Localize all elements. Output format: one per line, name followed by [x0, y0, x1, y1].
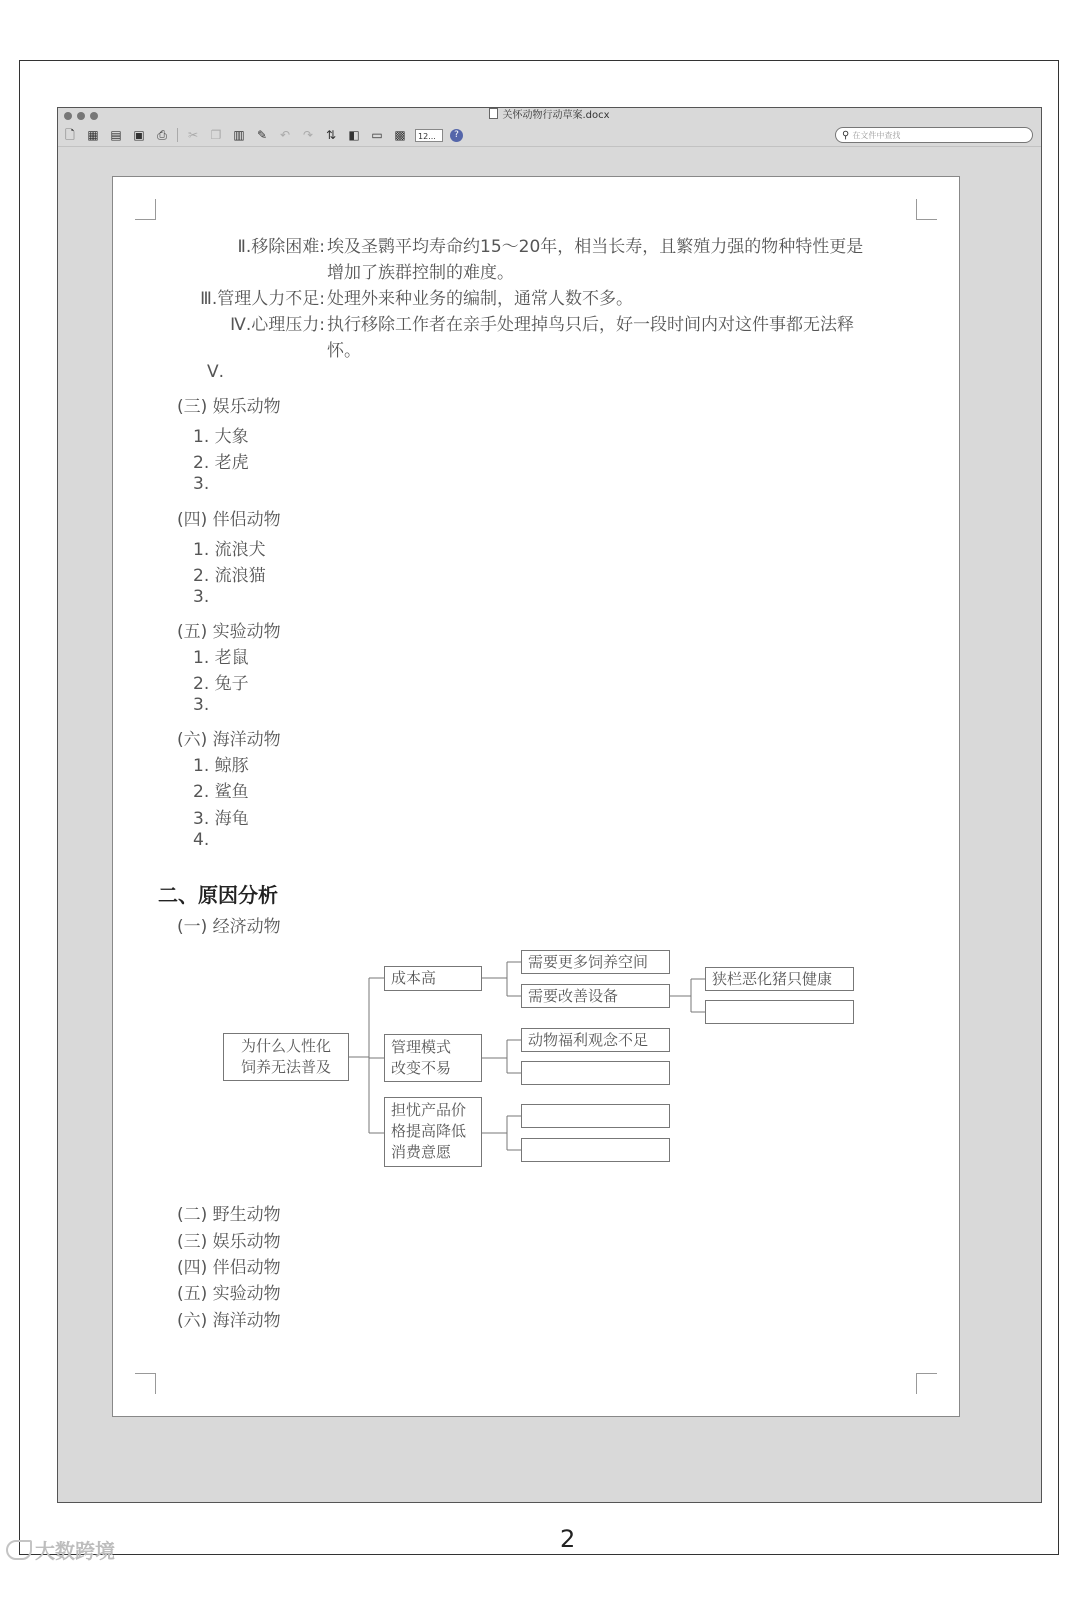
- list-label: Ⅲ.管理人力不足:: [200, 289, 325, 309]
- mindmap-branch-line: 管理模式: [391, 1038, 452, 1056]
- list-text: 处理外来种业务的编制，通常人数不多。: [327, 289, 633, 309]
- subsection-title: (一) 经济动物: [177, 917, 281, 937]
- list-text: 增加了族群控制的难度。: [327, 263, 514, 283]
- mindmap-root-line: 为什么人性化: [240, 1037, 331, 1055]
- close-window-button[interactable]: [64, 112, 72, 120]
- list-item: 1. 鲸豚: [193, 756, 249, 776]
- mindmap-branch: [384, 1097, 482, 1167]
- mindmap-leaf: 狭栏恶化猪只健康: [705, 967, 854, 991]
- zoom-dropdown[interactable]: 12...: [415, 129, 443, 142]
- list-item: 2. 老虎: [193, 453, 249, 473]
- redo-icon[interactable]: ↷: [302, 128, 314, 142]
- print-icon[interactable]: ⎙: [157, 128, 167, 142]
- section-title: (三) 娱乐动物: [177, 1232, 281, 1252]
- view-icon[interactable]: ◧: [348, 128, 360, 142]
- search-icon: ⚲: [842, 130, 850, 141]
- mindmap-branch-line: 消费意愿: [391, 1143, 452, 1161]
- watermark: [6, 1535, 115, 1564]
- list-text: 怀。: [327, 341, 361, 361]
- zoom-window-button[interactable]: [90, 112, 98, 120]
- list-item: 2. 鲨鱼: [193, 782, 249, 802]
- toolbar-separator: [177, 128, 178, 142]
- copy-icon[interactable]: ❐: [210, 128, 222, 142]
- search-input[interactable]: [835, 127, 1033, 143]
- list-item: 3.: [193, 587, 210, 607]
- mindmap-child: [521, 1061, 670, 1085]
- category-title: (四) 伴侣动物: [177, 510, 281, 530]
- mindmap-branch-line: 格提高降低: [391, 1122, 467, 1140]
- mindmap-branch-line: 成本高: [391, 969, 437, 987]
- list-item: 3.: [193, 695, 210, 715]
- minimize-window-button[interactable]: [77, 112, 85, 120]
- search-placeholder: 在文件中查找: [852, 131, 901, 140]
- list-item: 1. 大象: [193, 427, 249, 447]
- save-icon[interactable]: ▣: [133, 128, 145, 142]
- format-painter-icon[interactable]: ✎: [256, 128, 268, 142]
- watermark-text: 大数跨境: [35, 1539, 115, 1563]
- toolbox-icon[interactable]: ▩: [394, 128, 406, 142]
- sidebar-icon[interactable]: ▭: [371, 128, 383, 142]
- list-item: 1. 老鼠: [193, 648, 249, 668]
- mindmap-leaf: [705, 1000, 854, 1024]
- list-label: Ⅴ.: [207, 362, 225, 382]
- window-title: 关怀动物行动草案.docx: [502, 110, 610, 121]
- mindmap-branch: [384, 1034, 482, 1082]
- open-icon[interactable]: ▤: [110, 128, 122, 142]
- section-title: (六) 海洋动物: [177, 1311, 281, 1331]
- list-label: Ⅳ.心理压力:: [230, 315, 325, 335]
- list-text: 埃及圣鹮平均寿命约15～20年，相当长寿，且繁殖力强的物种特性更是: [327, 237, 864, 257]
- list-item: 3. 海龟: [193, 809, 249, 829]
- mindmap-branch-line: 改变不易: [391, 1059, 452, 1077]
- list-text: 执行移除工作者在亲手处理掉鸟只后，好一段时间内对这件事都无法释: [327, 315, 854, 335]
- help-icon[interactable]: ?: [450, 129, 463, 142]
- window-controls: [64, 112, 98, 120]
- mindmap-root-line: 饲养无法普及: [240, 1058, 331, 1076]
- section-title: (二) 野生动物: [177, 1205, 281, 1225]
- document-icon: [489, 108, 498, 119]
- mindmap-root: [223, 1033, 349, 1081]
- list-item: 2. 流浪猫: [193, 566, 266, 586]
- mindmap-branch: [384, 966, 482, 991]
- list-item: 3.: [193, 474, 210, 494]
- paste-icon[interactable]: ▥: [233, 128, 245, 142]
- category-title: (三) 娱乐动物: [177, 397, 281, 417]
- cut-icon[interactable]: ✂: [187, 128, 199, 142]
- title-bar: [58, 108, 1041, 124]
- section-heading: 二、原因分析: [158, 883, 278, 907]
- section-title: (五) 实验动物: [177, 1284, 281, 1304]
- mindmap-child: [521, 1104, 670, 1128]
- undo-icon[interactable]: ↶: [279, 128, 291, 142]
- mindmap-child: 需要更多饲养空间: [521, 950, 670, 974]
- mindmap-child: 需要改善设备: [521, 984, 670, 1008]
- document-page[interactable]: [112, 176, 960, 1417]
- page-number: 2: [560, 1525, 576, 1553]
- watermark-logo-icon: [6, 1540, 32, 1560]
- sort-icon[interactable]: ⇅: [325, 128, 337, 142]
- list-item: 2. 兔子: [193, 674, 249, 694]
- category-title: (六) 海洋动物: [177, 730, 281, 750]
- section-title: (四) 伴侣动物: [177, 1258, 281, 1278]
- document-window: [57, 107, 1042, 1503]
- list-item: 1. 流浪犬: [193, 540, 266, 560]
- new-document-icon[interactable]: 🗋: [65, 128, 75, 142]
- mindmap-branch-line: 担忧产品价: [391, 1101, 467, 1119]
- list-item: 4.: [193, 830, 210, 850]
- category-title: (五) 实验动物: [177, 622, 281, 642]
- templates-icon[interactable]: ▦: [87, 128, 99, 142]
- mindmap-child: [521, 1138, 670, 1162]
- list-label: Ⅱ.移除困难:: [237, 237, 325, 257]
- mindmap-child: 动物福利观念不足: [521, 1028, 670, 1052]
